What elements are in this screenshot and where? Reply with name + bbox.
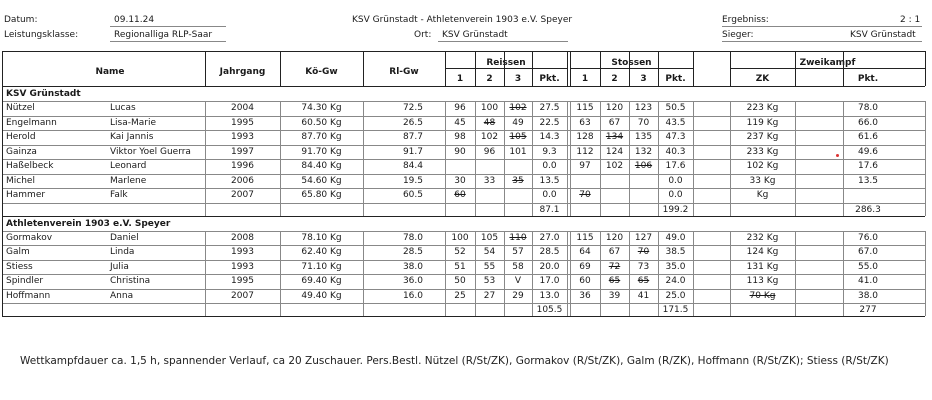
zweikampf-total: 102 Kg bbox=[746, 161, 779, 171]
sieger-label: Sieger: bbox=[722, 30, 754, 40]
zweikampf-total: 70 Kg bbox=[749, 290, 776, 301]
reissen-points: 13.0 bbox=[539, 290, 560, 301]
stossen-points: 38.5 bbox=[665, 247, 686, 257]
athlete-jahrgang: 2007 bbox=[231, 190, 254, 200]
col-header-zk: ZK bbox=[755, 74, 770, 84]
athlete-first-name: Falk bbox=[110, 190, 128, 200]
stossen-points: 49.0 bbox=[665, 232, 686, 243]
attempt-r1: 51 bbox=[454, 261, 466, 272]
attempt-s3: 132 bbox=[634, 146, 653, 157]
zweikampf-points: 76.0 bbox=[857, 232, 879, 243]
col-header-zk-pkt: Pkt. bbox=[857, 74, 879, 84]
athlete-jahrgang: 2004 bbox=[231, 103, 254, 113]
attempt-s1: 60 bbox=[579, 276, 591, 286]
athlete-jahrgang: 1996 bbox=[231, 161, 254, 171]
zweikampf-points: 55.0 bbox=[857, 261, 879, 272]
zweikampf-points: 78.0 bbox=[857, 103, 879, 113]
col-header-name: Name bbox=[95, 67, 125, 77]
attempt-r1: 100 bbox=[451, 232, 469, 243]
col-header-rp: Pkt. bbox=[539, 74, 560, 84]
attempt-r2: 27 bbox=[483, 290, 496, 301]
col-header-r3: 3 bbox=[514, 74, 522, 84]
team-name: KSV Grünstadt bbox=[6, 89, 81, 99]
zweikampf-points: 49.6 bbox=[857, 146, 879, 157]
athlete-relativgewicht: 60.5 bbox=[402, 190, 423, 200]
attempt-s2: 120 bbox=[605, 232, 624, 243]
reissen-points: 27.5 bbox=[539, 103, 560, 113]
athlete-first-name: Lucas bbox=[110, 103, 136, 113]
zweikampf-points: 38.0 bbox=[857, 290, 879, 301]
athlete-last-name: Haßelbeck bbox=[6, 161, 54, 171]
team-total-reissen: 105.5 bbox=[536, 305, 563, 315]
athlete-last-name: Stiess bbox=[6, 261, 33, 272]
stossen-points: 47.3 bbox=[665, 132, 686, 142]
liga-value: Regionalliga RLP-Saar bbox=[114, 30, 213, 40]
athlete-first-name: Christina bbox=[110, 276, 151, 286]
col-header-zweikampf: Zweikampf bbox=[799, 58, 856, 68]
athlete-koerpergewicht: 69.40 Kg bbox=[301, 276, 342, 286]
attempt-s1: 128 bbox=[576, 132, 594, 142]
athlete-koerpergewicht: 74.30 Kg bbox=[301, 103, 342, 113]
athlete-jahrgang: 1993 bbox=[231, 247, 254, 257]
ergebnis-value: 2 : 1 bbox=[900, 15, 921, 25]
attempt-s1: 97 bbox=[579, 161, 591, 171]
reissen-points: 22.5 bbox=[539, 117, 560, 128]
attempt-r3: 58 bbox=[512, 261, 524, 272]
stossen-points: 17.6 bbox=[665, 161, 686, 171]
col-header-stossen: Stossen bbox=[611, 58, 652, 68]
col-header-rlgw: Rl-Gw bbox=[389, 67, 419, 77]
athlete-koerpergewicht: 71.10 Kg bbox=[301, 261, 342, 272]
zweikampf-total: 124 Kg bbox=[746, 247, 779, 257]
attempt-s2: 39 bbox=[608, 290, 621, 301]
datum-value: 09.11.24 bbox=[114, 15, 155, 25]
athlete-jahrgang: 2008 bbox=[231, 232, 254, 243]
athlete-first-name: Marlene bbox=[110, 175, 147, 186]
athlete-relativgewicht: 91.7 bbox=[402, 146, 423, 157]
attempt-s1: 70 bbox=[579, 190, 591, 200]
team-total-zk: 286.3 bbox=[855, 204, 881, 215]
team-total-stossen: 171.5 bbox=[662, 305, 689, 315]
attempt-r1: 45 bbox=[454, 117, 466, 128]
attempt-r3: 57 bbox=[512, 247, 524, 257]
attempt-s3: 127 bbox=[634, 232, 653, 243]
attempt-r3: 102 bbox=[509, 103, 527, 113]
attempt-r2: 105 bbox=[480, 232, 499, 243]
ort-label: Ort: bbox=[414, 30, 432, 40]
attempt-s3: 135 bbox=[634, 132, 653, 142]
attempt-r2: 55 bbox=[483, 261, 496, 272]
zweikampf-total: 131 Kg bbox=[746, 261, 779, 272]
attempt-s3: 41 bbox=[637, 290, 650, 301]
attempt-s1: 64 bbox=[579, 247, 591, 257]
athlete-last-name: Spindler bbox=[6, 276, 44, 286]
col-header-reissen: Reissen bbox=[486, 58, 526, 68]
athlete-last-name: Michel bbox=[6, 175, 35, 186]
attempt-r3: 110 bbox=[509, 232, 527, 243]
athlete-first-name: Kai Jannis bbox=[110, 132, 154, 142]
col-header-r1: 1 bbox=[456, 74, 464, 84]
athlete-koerpergewicht: 78.10 Kg bbox=[301, 232, 342, 243]
attempt-s3: 65 bbox=[637, 276, 650, 286]
datum-label: Datum: bbox=[4, 15, 38, 25]
athlete-first-name: Julia bbox=[110, 261, 129, 272]
stossen-points: 43.5 bbox=[665, 117, 686, 128]
zweikampf-total: 233 Kg bbox=[746, 146, 779, 157]
athlete-relativgewicht: 19.5 bbox=[402, 175, 423, 186]
col-header-kogw: Kö-Gw bbox=[305, 67, 338, 77]
zweikampf-total: 113 Kg bbox=[746, 276, 779, 286]
athlete-koerpergewicht: 49.40 Kg bbox=[301, 290, 342, 301]
athlete-first-name: Lisa-Marie bbox=[110, 117, 156, 128]
athlete-jahrgang: 2007 bbox=[231, 290, 254, 301]
col-header-sp: Pkt. bbox=[665, 74, 686, 84]
reissen-points: 27.0 bbox=[539, 232, 560, 243]
zweikampf-points: 17.6 bbox=[857, 161, 879, 171]
zweikampf-points: 41.0 bbox=[857, 276, 879, 286]
attempt-s3: 106 bbox=[634, 161, 653, 171]
athlete-relativgewicht: 84.4 bbox=[402, 161, 423, 171]
reissen-points: 13.5 bbox=[539, 175, 560, 186]
attempt-r1: 52 bbox=[454, 247, 466, 257]
match-title: KSV Grünstadt - Athletenverein 1903 e.V. Speyer bbox=[352, 15, 573, 25]
attempt-r3: 35 bbox=[512, 175, 524, 186]
team-total-reissen: 87.1 bbox=[539, 204, 560, 215]
team-total-zk: 277 bbox=[859, 305, 877, 315]
reissen-points: 14.3 bbox=[539, 132, 560, 142]
attempt-s3: 70 bbox=[637, 117, 650, 128]
athlete-first-name: Daniel bbox=[110, 232, 139, 243]
athlete-first-name: Leonard bbox=[110, 161, 147, 171]
athlete-jahrgang: 1997 bbox=[231, 146, 254, 157]
attempt-s1: 63 bbox=[579, 117, 591, 128]
stossen-points: 50.5 bbox=[665, 103, 686, 113]
attempt-r3: 49 bbox=[512, 117, 524, 128]
attempt-r1: 50 bbox=[454, 276, 466, 286]
athlete-jahrgang: 2006 bbox=[231, 175, 254, 186]
stossen-points: 40.3 bbox=[665, 146, 686, 157]
stossen-points: 35.0 bbox=[665, 261, 686, 272]
zweikampf-total: 223 Kg bbox=[746, 103, 779, 113]
attempt-r2: 53 bbox=[483, 276, 496, 286]
attempt-s1: 115 bbox=[576, 103, 594, 113]
attempt-r3: 105 bbox=[509, 132, 527, 142]
athlete-koerpergewicht: 54.60 Kg bbox=[301, 175, 342, 186]
reissen-points: 20.0 bbox=[539, 261, 560, 272]
stossen-points: 25.0 bbox=[665, 290, 686, 301]
athlete-first-name: Linda bbox=[110, 247, 135, 257]
attempt-r1: 96 bbox=[454, 103, 466, 113]
team-total-stossen: 199.2 bbox=[662, 204, 689, 215]
attempt-s2: 65 bbox=[608, 276, 621, 286]
attempt-s1: 112 bbox=[576, 146, 594, 157]
attempt-r2: 48 bbox=[483, 117, 496, 128]
attempt-r3: 101 bbox=[509, 146, 527, 157]
reissen-points: 17.0 bbox=[539, 276, 560, 286]
athlete-relativgewicht: 38.0 bbox=[402, 261, 423, 272]
athlete-last-name: Hammer bbox=[6, 190, 46, 200]
col-header-r2: 2 bbox=[486, 74, 493, 84]
athlete-relativgewicht: 28.5 bbox=[402, 247, 423, 257]
competition-note: Wettkampfdauer ca. 1,5 h, spannender Verlauf, ca 20 Zuschauer. Pers.Bestl. Nützel (R/St/ZK), Gormakov (R/St/ZK), Galm (R/ZK), Hoffmann (R/St/ZK); Stiess (R/St/ZK) bbox=[20, 355, 889, 367]
attempt-s2: 134 bbox=[605, 132, 624, 142]
zweikampf-points: 61.6 bbox=[857, 132, 879, 142]
zweikampf-total: Kg bbox=[756, 190, 769, 200]
athlete-jahrgang: 1993 bbox=[231, 132, 254, 142]
attempt-r1: 90 bbox=[454, 146, 466, 157]
red-mark bbox=[836, 154, 839, 157]
attempt-s1: 36 bbox=[579, 290, 591, 301]
athlete-jahrgang: 1995 bbox=[231, 276, 254, 286]
reissen-points: 9.3 bbox=[542, 146, 557, 157]
attempt-s2: 102 bbox=[605, 161, 624, 171]
team-name: Athletenverein 1903 e.V. Speyer bbox=[6, 218, 171, 229]
attempt-r3: 29 bbox=[512, 290, 524, 301]
athlete-koerpergewicht: 87.70 Kg bbox=[301, 132, 342, 142]
athlete-relativgewicht: 87.7 bbox=[402, 132, 423, 142]
attempt-r1: 25 bbox=[454, 290, 466, 301]
attempt-r2: 102 bbox=[480, 132, 499, 142]
athlete-last-name: Nützel bbox=[6, 103, 35, 113]
col-header-s1: 1 bbox=[581, 74, 589, 84]
athlete-relativgewicht: 16.0 bbox=[402, 290, 423, 301]
zweikampf-total: 33 Kg bbox=[749, 175, 776, 186]
zweikampf-total: 119 Kg bbox=[746, 117, 779, 128]
attempt-s1: 69 bbox=[579, 261, 591, 272]
attempt-r1: 60 bbox=[454, 190, 466, 200]
athlete-last-name: Gainza bbox=[6, 146, 37, 157]
ort-value: KSV Grünstadt bbox=[442, 30, 508, 40]
athlete-relativgewicht: 78.0 bbox=[402, 232, 423, 243]
stossen-points: 0.0 bbox=[668, 175, 683, 186]
attempt-r2: 33 bbox=[483, 175, 496, 186]
attempt-s2: 120 bbox=[605, 103, 624, 113]
athlete-koerpergewicht: 91.70 Kg bbox=[301, 146, 342, 157]
athlete-relativgewicht: 26.5 bbox=[402, 117, 423, 128]
athlete-koerpergewicht: 60.50 Kg bbox=[301, 117, 342, 128]
athlete-last-name: Galm bbox=[6, 247, 30, 257]
attempt-r3: V bbox=[514, 276, 522, 286]
attempt-r2: 100 bbox=[480, 103, 499, 113]
athlete-last-name: Gormakov bbox=[6, 232, 53, 243]
athlete-koerpergewicht: 62.40 Kg bbox=[301, 247, 342, 257]
attempt-r1: 98 bbox=[454, 132, 466, 142]
zweikampf-points: 67.0 bbox=[857, 247, 879, 257]
liga-label: Leistungsklasse: bbox=[4, 30, 79, 40]
athlete-jahrgang: 1993 bbox=[231, 261, 254, 272]
attempt-s1: 115 bbox=[576, 232, 594, 243]
athlete-relativgewicht: 36.0 bbox=[402, 276, 423, 286]
attempt-r2: 54 bbox=[483, 247, 496, 257]
attempt-s2: 124 bbox=[605, 146, 624, 157]
athlete-last-name: Engelmann bbox=[6, 117, 57, 128]
col-header-jahrgang: Jahrgang bbox=[219, 67, 266, 77]
attempt-s2: 72 bbox=[608, 261, 621, 272]
zweikampf-total: 232 Kg bbox=[746, 232, 779, 243]
col-header-s3: 3 bbox=[640, 74, 647, 84]
col-header-s2: 2 bbox=[611, 74, 618, 84]
athlete-jahrgang: 1995 bbox=[231, 117, 254, 128]
attempt-s3: 70 bbox=[637, 247, 650, 257]
attempt-s3: 123 bbox=[634, 103, 653, 113]
attempt-s3: 73 bbox=[637, 261, 650, 272]
stossen-points: 24.0 bbox=[665, 276, 686, 286]
attempt-r1: 30 bbox=[454, 175, 466, 186]
athlete-last-name: Herold bbox=[6, 132, 36, 142]
stossen-points: 0.0 bbox=[668, 190, 683, 200]
attempt-r2: 96 bbox=[483, 146, 496, 157]
zweikampf-total: 237 Kg bbox=[746, 132, 779, 142]
athlete-first-name: Anna bbox=[110, 290, 134, 301]
reissen-points: 0.0 bbox=[542, 190, 557, 200]
attempt-s2: 67 bbox=[608, 247, 621, 257]
reissen-points: 0.0 bbox=[542, 161, 557, 171]
athlete-koerpergewicht: 84.40 Kg bbox=[301, 161, 342, 171]
athlete-koerpergewicht: 65.80 Kg bbox=[301, 190, 342, 200]
athlete-relativgewicht: 72.5 bbox=[402, 103, 423, 113]
zweikampf-points: 13.5 bbox=[857, 175, 879, 186]
athlete-first-name: Viktor Yoel Guerra bbox=[110, 146, 191, 157]
attempt-s2: 67 bbox=[608, 117, 621, 128]
reissen-points: 28.5 bbox=[539, 247, 560, 257]
ergebnis-label: Ergebniss: bbox=[722, 15, 769, 25]
athlete-last-name: Hoffmann bbox=[6, 290, 51, 301]
sieger-value: KSV Grünstadt bbox=[850, 30, 916, 40]
zweikampf-points: 66.0 bbox=[857, 117, 879, 128]
